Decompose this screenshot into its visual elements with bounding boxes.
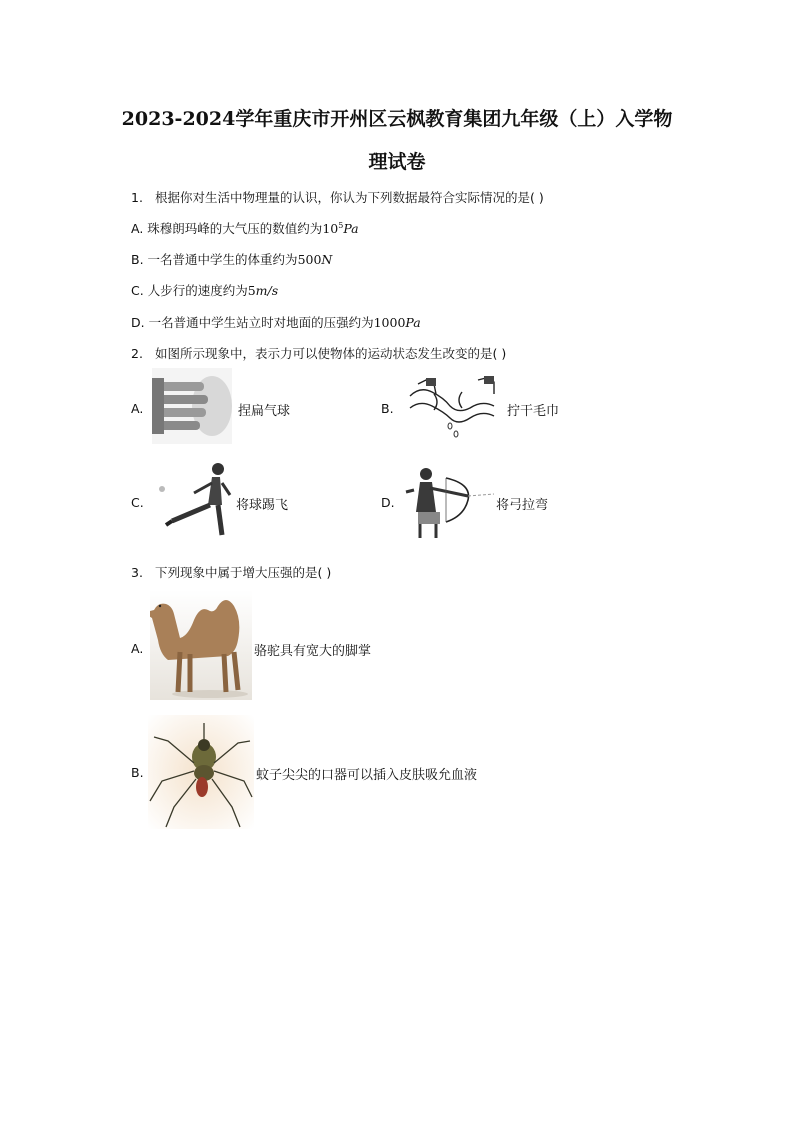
option-letter: B. — [131, 252, 144, 267]
question-2-option-a-caption: 捏扁气球 — [238, 404, 291, 419]
question-2-option-b-letter: B. — [381, 401, 394, 416]
question-text: 如图所示现象中，表示力可以使物体的运动状态发生改变的是( ) — [154, 346, 507, 361]
question-2-option-d-caption: 将弓拉弯 — [496, 498, 549, 513]
question-2-stem — [131, 344, 506, 362]
archer-drawing-bow-image — [404, 460, 496, 542]
question-1-option-a — [131, 219, 359, 237]
option-math: $10^5Pa$ — [322, 220, 359, 236]
question-number: 3. — [131, 565, 143, 580]
option-math: 500N — [297, 252, 333, 267]
question-number: 2. — [131, 346, 143, 361]
hands-wringing-towel-image — [404, 374, 504, 442]
option-letter: A. — [131, 221, 144, 236]
question-3-option-a-caption: 骆驼具有宽大的脚掌 — [254, 644, 372, 659]
question-1-option-c — [131, 281, 278, 299]
hand-squeezing-balloon-image — [152, 368, 232, 444]
option-text: 一名普通中学生站立时对地面的压强约为 — [148, 315, 374, 330]
question-3-stem — [131, 563, 331, 581]
option-text: 一名普通中学生的体重约为 — [147, 252, 298, 267]
question-3-option-b-caption: 蚊子尖尖的口器可以插入皮肤吸允血液 — [256, 768, 478, 783]
question-2-option-a-letter: A. — [131, 401, 144, 416]
option-text: 人步行的速度约为 — [147, 283, 248, 298]
question-1-option-d — [131, 313, 421, 331]
question-2-option-c-letter: C. — [131, 495, 144, 510]
question-2-option-b-caption: 拧干毛巾 — [507, 404, 560, 419]
person-kicking-ball-image — [152, 461, 234, 543]
question-2-option-d-letter: D. — [381, 495, 395, 510]
camel-photo-image — [150, 590, 252, 700]
option-letter: D. — [131, 315, 145, 330]
option-math: 1000Pa — [373, 315, 421, 330]
question-1-stem — [131, 188, 544, 206]
question-2-option-c-caption: 将球踢飞 — [236, 498, 289, 513]
document-title-line-2: 理试卷 — [368, 151, 426, 173]
option-text: 珠穆朗玛峰的大气压的数值约为 — [147, 221, 323, 236]
option-letter: C. — [131, 283, 144, 298]
mosquito-photo-image — [148, 715, 254, 829]
question-1-option-b — [131, 250, 332, 268]
question-3-option-b-letter: B. — [131, 765, 144, 780]
option-math: 5m/s — [247, 283, 279, 298]
question-number: 1. — [131, 190, 143, 205]
question-text: 下列现象中属于增大压强的是( ) — [154, 565, 332, 580]
question-text: 根据你对生活中物理量的认识，你认为下列数据最符合实际情况的是( ) — [154, 190, 544, 205]
document-title-line-1: 2023-2024学年重庆市开州区云枫教育集团九年级（上）入学物 — [121, 108, 673, 130]
question-3-option-a-letter: A. — [131, 641, 144, 656]
